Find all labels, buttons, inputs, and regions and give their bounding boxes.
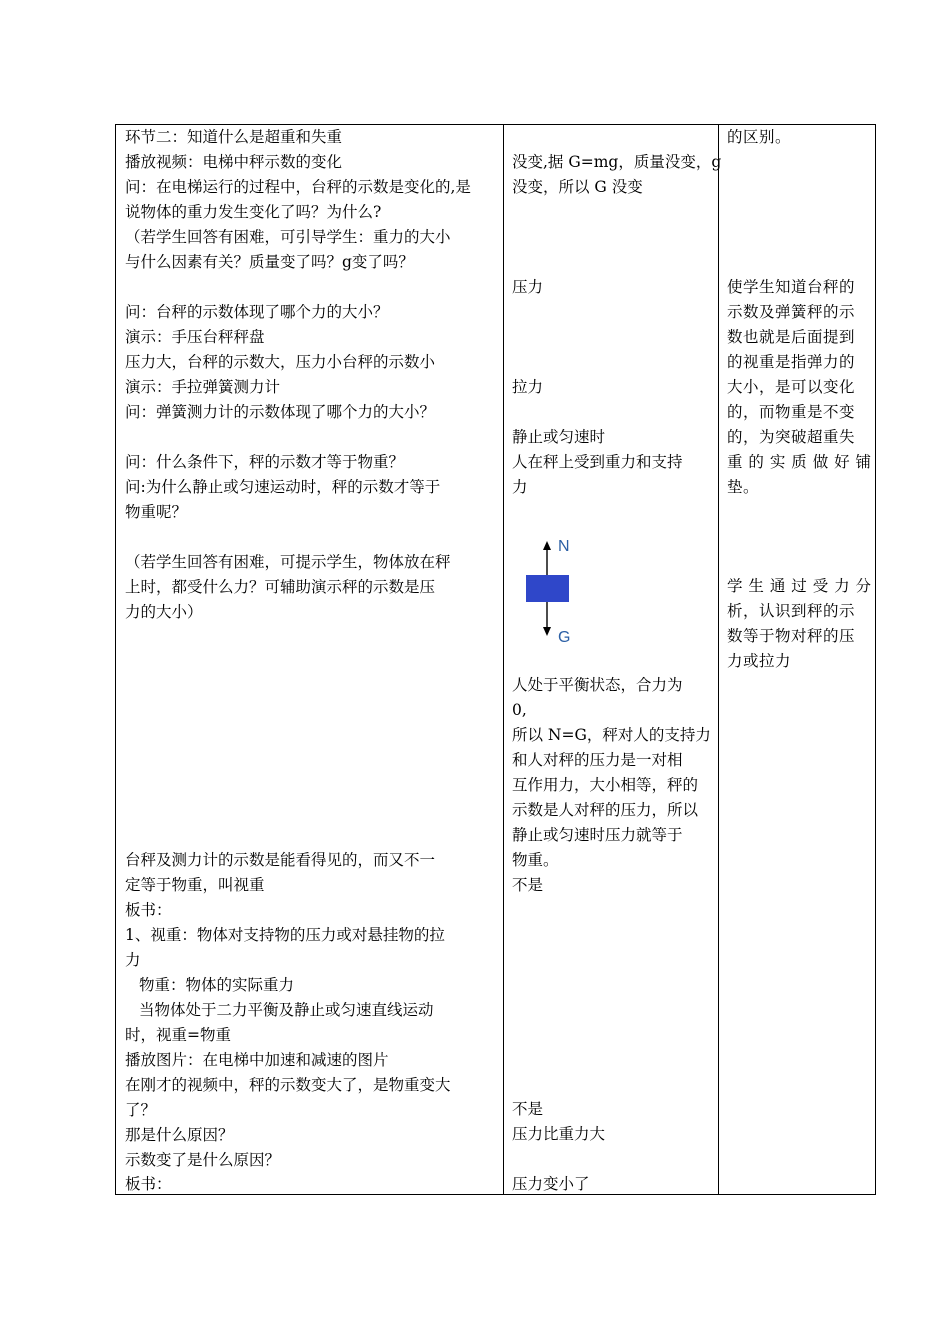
text-line: 数等于物对秤的压 (727, 627, 856, 645)
text-line: 示数变了是什么原因？ (125, 1151, 281, 1169)
column-divider-2 (718, 125, 719, 1194)
text-line: 的，而物重是不变 (727, 403, 856, 421)
gravity-label: G (558, 629, 571, 645)
text-line: 力 (512, 478, 528, 496)
text-line: （若学生回答有困难，可提示学生，物体放在秤 (125, 553, 451, 571)
force-diagram (520, 533, 592, 645)
text-line: 的区别。 (727, 128, 792, 146)
text-line: 使学生知道台秤的 (727, 278, 856, 296)
text-line: 学 生 通 过 受 力 分 (727, 577, 872, 595)
text-line: 力 (125, 951, 141, 969)
text-line: 没变，所以 G 没变 (512, 178, 643, 196)
text-line: 力或拉力 (727, 652, 792, 670)
text-line: 问：在电梯运行的过程中，台秤的示数是变化的,是 (125, 178, 471, 196)
text-line: 示数及弹簧秤的示 (727, 303, 856, 321)
text-line: 板书： (125, 1175, 172, 1193)
text-line: 环节二：知道什么是超重和失重 (125, 128, 343, 146)
text-line: 没变,据 G=mg，质量没变，g (512, 153, 722, 171)
arrow-head-up (543, 541, 551, 550)
text-line: 问：弹簧测力计的示数体现了哪个力的大小？ (125, 403, 436, 421)
text-line: 压力 (512, 278, 544, 296)
text-line: 问:为什么静止或匀速运动时，秤的示数才等于 (125, 478, 441, 496)
text-line: 压力大，台秤的示数大，压力小台秤的示数小 (125, 353, 436, 371)
text-line: 互作用力，大小相等，秤的 (512, 776, 699, 794)
text-line: 在刚才的视频中，秤的示数变大了，是物重变大 (125, 1076, 451, 1094)
text-line: 演示：手压台秤秤盘 (125, 328, 265, 346)
text-line: 的，为突破超重失 (727, 428, 856, 446)
text-line: 当物体处于二力平衡及静止或匀速直线运动 (139, 1001, 434, 1019)
student-activity-column (512, 125, 722, 1194)
text-line: 0, (512, 701, 527, 719)
text-line: 台秤及测力计的示数是能看得见的，而又不一 (125, 851, 436, 869)
text-line: 示数是人对秤的压力，所以 (512, 801, 699, 819)
text-line: 数也就是后面提到 (727, 328, 856, 346)
support-force-label: N (558, 538, 570, 555)
text-line: 析，认识到秤的示 (727, 602, 856, 620)
text-line: 播放视频：电梯中秤示数的变化 (125, 153, 343, 171)
design-intent-column (727, 125, 872, 1194)
arrow-head-down (543, 627, 551, 636)
text-line: 演示：手拉弹簧测力计 (125, 378, 281, 396)
text-line: 了？ (125, 1101, 157, 1119)
text-line: 定等于物重，叫视重 (125, 876, 265, 894)
text-line: 大小，是可以变化 (727, 378, 856, 396)
text-line: 板书： (125, 901, 172, 919)
text-line: 物重呢？ (125, 503, 188, 521)
text-line: （若学生回答有困难，可引导学生：重力的大小 (125, 228, 451, 246)
text-line: 所以 N=G，秤对人的支持力 (512, 726, 711, 744)
text-line: 静止或匀速时 (512, 428, 606, 446)
lesson-table (115, 124, 876, 1195)
text-line: 重 的 实 质 做 好 铺 (727, 453, 872, 471)
text-line: 播放图片：在电梯中加速和减速的图片 (125, 1051, 389, 1069)
text-line: 拉力 (512, 378, 544, 396)
text-line: 静止或匀速时压力就等于 (512, 826, 683, 844)
text-line: 物重：物体的实际重力 (139, 976, 295, 994)
text-line: 不是 (512, 876, 544, 894)
text-line: 不是 (512, 1100, 544, 1118)
column-divider-1 (503, 125, 504, 1194)
text-line: 问：台秤的示数体现了哪个力的大小？ (125, 303, 389, 321)
text-line: 的视重是指弹力的 (727, 353, 856, 371)
text-line: 1、视重：物体对支持物的压力或对悬挂物的拉 (125, 926, 445, 944)
text-line: 时，视重=物重 (125, 1026, 231, 1044)
text-line: 那是什么原因？ (125, 1126, 234, 1144)
text-line: 压力比重力大 (512, 1125, 606, 1143)
teacher-activity-column (125, 125, 497, 1194)
text-line: 力的大小） (125, 603, 203, 621)
text-line: 说物体的重力发生变化了吗？为什么? (125, 203, 382, 221)
text-line: 人处于平衡状态，合力为 (512, 676, 683, 694)
text-line: 人在秤上受到重力和支持 (512, 453, 683, 471)
text-line: 问：什么条件下，秤的示数才等于物重？ (125, 453, 405, 471)
text-line: 压力变小了 (512, 1175, 590, 1193)
block (526, 575, 569, 602)
text-line: 与什么因素有关？质量变了吗？g变了吗？ (125, 253, 414, 271)
text-line: 和人对秤的压力是一对相 (512, 751, 683, 769)
text-line: 物重。 (512, 851, 559, 869)
text-line: 上时，都受什么力？可辅助演示秤的示数是压 (125, 578, 436, 596)
text-line: 垫。 (727, 478, 760, 496)
